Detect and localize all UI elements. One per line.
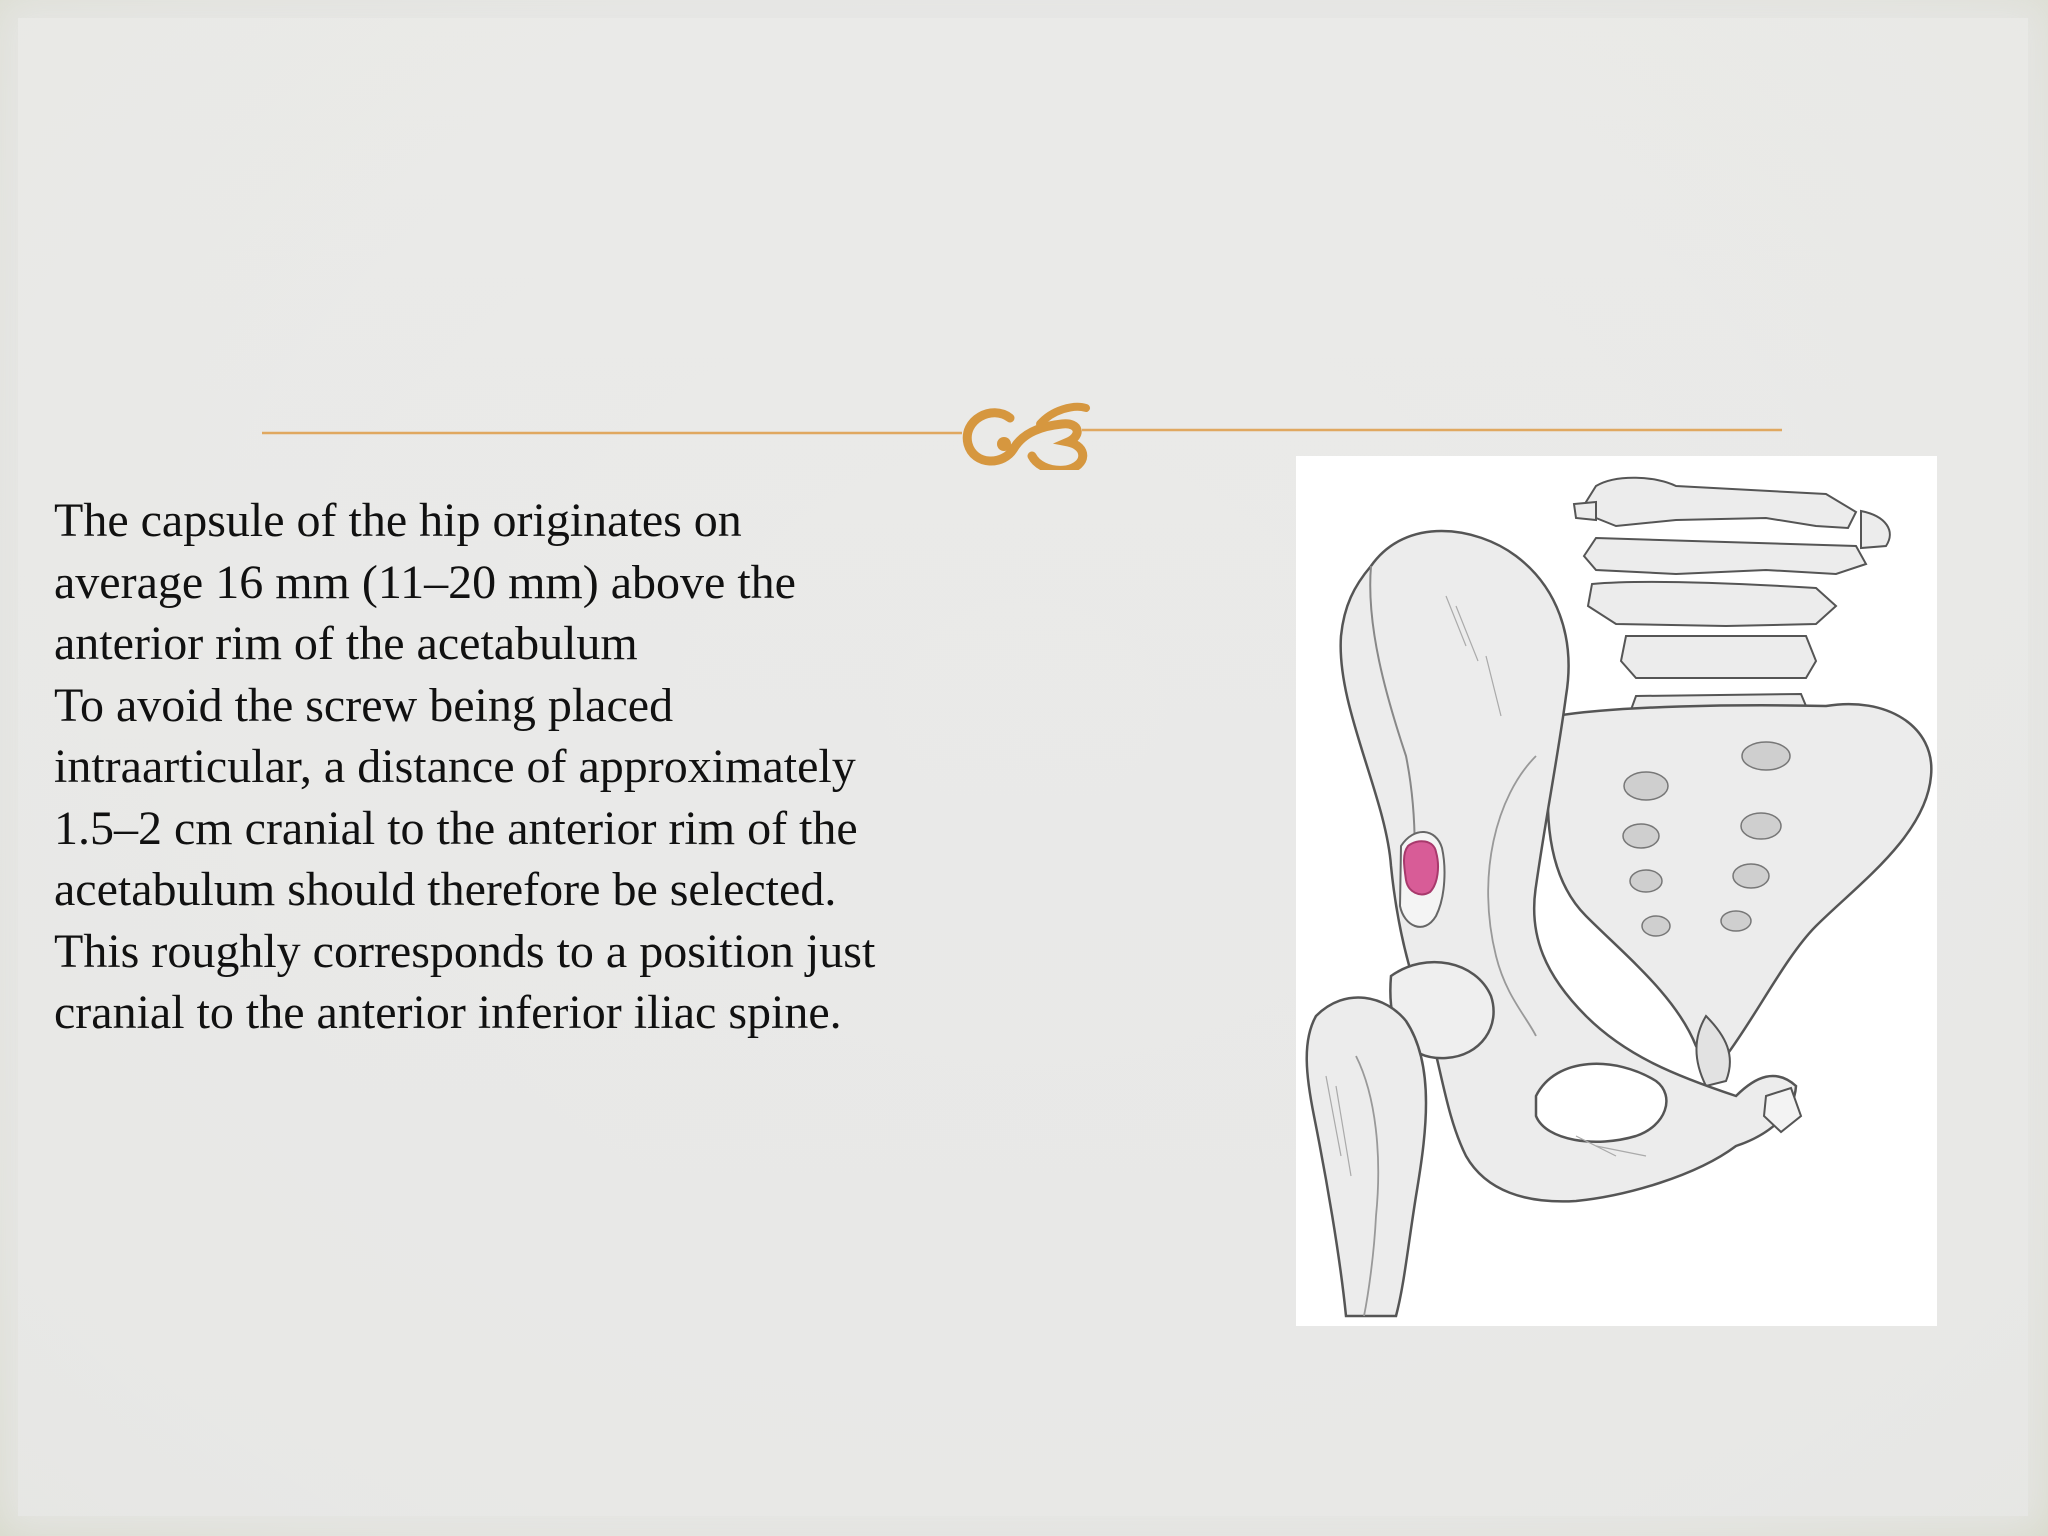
body-line: To avoid the screw being placed [54,678,674,732]
body-line: anterior rim of the acetabulum [54,617,638,670]
body-line: cranial to the anterior inferior iliac spine. [54,986,842,1039]
body-line: intraarticular, a distance of approximately [54,740,856,793]
body-line: acetabulum should therefore be selected. [54,863,837,916]
body-text [54,490,1094,1044]
body-line: 1.5–2 cm cranial to the anterior rim of the [54,801,858,855]
flourish-icon [967,407,1086,470]
pelvis-figure [1296,456,1937,1326]
body-line: average 16 mm (11–20 mm) above the [54,555,796,609]
body-line: The capsule of the hip originates on [54,494,742,547]
body-line: This roughly corresponds to a position just [54,924,876,978]
pelvis-illustration-icon [1296,456,1937,1326]
